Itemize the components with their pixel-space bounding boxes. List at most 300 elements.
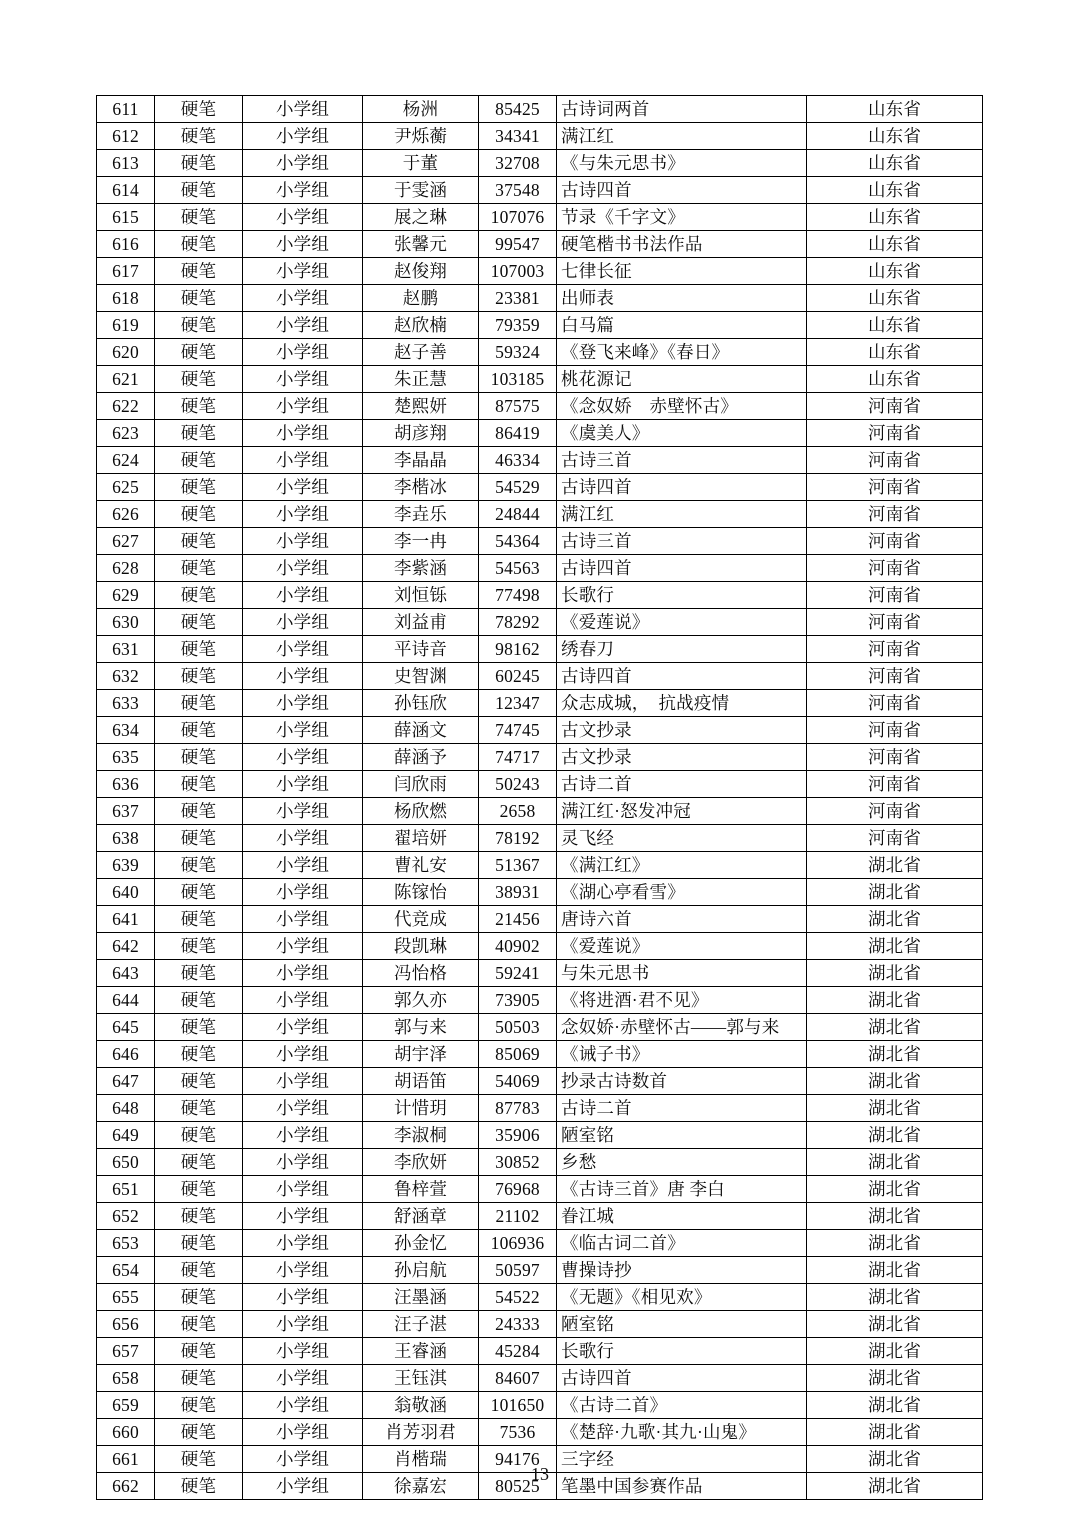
- cell-group: 小学组: [243, 339, 363, 366]
- cell-province: 湖北省: [807, 1473, 983, 1500]
- cell-group: 小学组: [243, 474, 363, 501]
- cell-category: 硬笔: [155, 663, 243, 690]
- cell-number: 85069: [479, 1041, 557, 1068]
- cell-sequence: 611: [97, 96, 155, 123]
- cell-work: 《无题》《相见欢》: [557, 1284, 807, 1311]
- cell-category: 硬笔: [155, 528, 243, 555]
- cell-province: 山东省: [807, 285, 983, 312]
- table-row: [97, 1257, 983, 1284]
- table-row: [97, 1122, 983, 1149]
- cell-sequence: 613: [97, 150, 155, 177]
- cell-province: 河南省: [807, 447, 983, 474]
- cell-work: 古诗词两首: [557, 96, 807, 123]
- cell-category: 硬笔: [155, 960, 243, 987]
- cell-name: 陈镓怡: [363, 879, 479, 906]
- cell-name: 胡宇泽: [363, 1041, 479, 1068]
- cell-name: 段凯琳: [363, 933, 479, 960]
- table-row: [97, 960, 983, 987]
- cell-name: 孙金忆: [363, 1230, 479, 1257]
- cell-group: 小学组: [243, 231, 363, 258]
- cell-name: 赵俊翔: [363, 258, 479, 285]
- cell-sequence: 635: [97, 744, 155, 771]
- cell-name: 计惜玥: [363, 1095, 479, 1122]
- cell-province: 山东省: [807, 231, 983, 258]
- cell-name: 赵子善: [363, 339, 479, 366]
- cell-group: 小学组: [243, 96, 363, 123]
- table-row: [97, 420, 983, 447]
- cell-work: 桃花源记: [557, 366, 807, 393]
- cell-number: 79359: [479, 312, 557, 339]
- cell-sequence: 655: [97, 1284, 155, 1311]
- cell-group: 小学组: [243, 933, 363, 960]
- cell-category: 硬笔: [155, 555, 243, 582]
- cell-name: 王睿涵: [363, 1338, 479, 1365]
- cell-category: 硬笔: [155, 1014, 243, 1041]
- cell-group: 小学组: [243, 123, 363, 150]
- cell-work: 《登飞来峰》《春日》: [557, 339, 807, 366]
- cell-category: 硬笔: [155, 285, 243, 312]
- cell-province: 湖北省: [807, 1392, 983, 1419]
- cell-province: 河南省: [807, 420, 983, 447]
- cell-sequence: 657: [97, 1338, 155, 1365]
- cell-work: 《古诗二首》: [557, 1392, 807, 1419]
- cell-name: 胡语笛: [363, 1068, 479, 1095]
- cell-work: 抄录古诗数首: [557, 1068, 807, 1095]
- cell-number: 103185: [479, 366, 557, 393]
- cell-category: 硬笔: [155, 798, 243, 825]
- table-row: [97, 582, 983, 609]
- cell-category: 硬笔: [155, 744, 243, 771]
- cell-province: 山东省: [807, 204, 983, 231]
- cell-group: 小学组: [243, 1122, 363, 1149]
- cell-group: 小学组: [243, 285, 363, 312]
- cell-number: 24844: [479, 501, 557, 528]
- cell-category: 硬笔: [155, 204, 243, 231]
- cell-group: 小学组: [243, 1311, 363, 1338]
- cell-number: 94176: [479, 1446, 557, 1473]
- cell-category: 硬笔: [155, 1338, 243, 1365]
- cell-category: 硬笔: [155, 1257, 243, 1284]
- cell-number: 107003: [479, 258, 557, 285]
- cell-name: 刘恒铄: [363, 582, 479, 609]
- cell-work: 陋室铭: [557, 1122, 807, 1149]
- cell-name: 朱正慧: [363, 366, 479, 393]
- cell-category: 硬笔: [155, 690, 243, 717]
- cell-name: 翟培妍: [363, 825, 479, 852]
- cell-province: 湖北省: [807, 960, 983, 987]
- cell-group: 小学组: [243, 717, 363, 744]
- cell-number: 106936: [479, 1230, 557, 1257]
- table-row: [97, 312, 983, 339]
- table-row: [97, 744, 983, 771]
- roster-table-body: [97, 96, 983, 1500]
- cell-work: 节录《千字文》: [557, 204, 807, 231]
- cell-province: 湖北省: [807, 906, 983, 933]
- cell-sequence: 646: [97, 1041, 155, 1068]
- cell-group: 小学组: [243, 987, 363, 1014]
- cell-work: 长歌行: [557, 582, 807, 609]
- cell-category: 硬笔: [155, 1095, 243, 1122]
- cell-work: 满江红: [557, 123, 807, 150]
- cell-province: 湖北省: [807, 1203, 983, 1230]
- cell-province: 河南省: [807, 663, 983, 690]
- cell-category: 硬笔: [155, 771, 243, 798]
- cell-province: 河南省: [807, 393, 983, 420]
- cell-number: 51367: [479, 852, 557, 879]
- cell-category: 硬笔: [155, 852, 243, 879]
- cell-group: 小学组: [243, 582, 363, 609]
- cell-work: 陋室铭: [557, 1311, 807, 1338]
- cell-sequence: 622: [97, 393, 155, 420]
- table-row: [97, 690, 983, 717]
- cell-category: 硬笔: [155, 1176, 243, 1203]
- cell-name: 李紫涵: [363, 555, 479, 582]
- cell-number: 54364: [479, 528, 557, 555]
- cell-name: 李淑桐: [363, 1122, 479, 1149]
- cell-sequence: 630: [97, 609, 155, 636]
- cell-sequence: 633: [97, 690, 155, 717]
- cell-work: 硬笔楷书书法作品: [557, 231, 807, 258]
- cell-sequence: 656: [97, 1311, 155, 1338]
- cell-work: 眷江城: [557, 1203, 807, 1230]
- cell-group: 小学组: [243, 852, 363, 879]
- cell-work: 《虞美人》: [557, 420, 807, 447]
- cell-sequence: 619: [97, 312, 155, 339]
- cell-province: 湖北省: [807, 1041, 983, 1068]
- cell-group: 小学组: [243, 663, 363, 690]
- cell-sequence: 660: [97, 1419, 155, 1446]
- cell-work: 乡愁: [557, 1149, 807, 1176]
- cell-work: 古诗二首: [557, 771, 807, 798]
- cell-name: 杨洲: [363, 96, 479, 123]
- cell-category: 硬笔: [155, 717, 243, 744]
- cell-number: 59324: [479, 339, 557, 366]
- cell-sequence: 629: [97, 582, 155, 609]
- cell-name: 李晶晶: [363, 447, 479, 474]
- cell-name: 郭与来: [363, 1014, 479, 1041]
- table-row: [97, 798, 983, 825]
- table-row: [97, 1338, 983, 1365]
- cell-name: 李楷冰: [363, 474, 479, 501]
- table-row: [97, 366, 983, 393]
- cell-province: 河南省: [807, 798, 983, 825]
- cell-work: 古诗四首: [557, 1365, 807, 1392]
- cell-number: 54563: [479, 555, 557, 582]
- cell-sequence: 636: [97, 771, 155, 798]
- table-row: [97, 1095, 983, 1122]
- table-row: [97, 231, 983, 258]
- cell-number: 54069: [479, 1068, 557, 1095]
- cell-category: 硬笔: [155, 501, 243, 528]
- cell-name: 翁敬涵: [363, 1392, 479, 1419]
- cell-group: 小学组: [243, 528, 363, 555]
- cell-province: 湖北省: [807, 1419, 983, 1446]
- cell-name: 刘益甫: [363, 609, 479, 636]
- cell-sequence: 616: [97, 231, 155, 258]
- cell-number: 45284: [479, 1338, 557, 1365]
- table-row: [97, 906, 983, 933]
- table-row: [97, 1203, 983, 1230]
- cell-group: 小学组: [243, 690, 363, 717]
- cell-sequence: 648: [97, 1095, 155, 1122]
- cell-category: 硬笔: [155, 1392, 243, 1419]
- cell-name: 楚熙妍: [363, 393, 479, 420]
- table-row: [97, 150, 983, 177]
- cell-name: 郭久亦: [363, 987, 479, 1014]
- cell-sequence: 638: [97, 825, 155, 852]
- cell-group: 小学组: [243, 258, 363, 285]
- cell-sequence: 650: [97, 1149, 155, 1176]
- cell-province: 湖北省: [807, 987, 983, 1014]
- cell-sequence: 658: [97, 1365, 155, 1392]
- cell-group: 小学组: [243, 906, 363, 933]
- cell-province: 湖北省: [807, 1365, 983, 1392]
- cell-number: 87575: [479, 393, 557, 420]
- cell-name: 胡彦翔: [363, 420, 479, 447]
- table-row: [97, 177, 983, 204]
- cell-work: 《楚辞·九歌·其九·山鬼》: [557, 1419, 807, 1446]
- table-row: [97, 879, 983, 906]
- cell-province: 山东省: [807, 96, 983, 123]
- cell-number: 12347: [479, 690, 557, 717]
- cell-work: 笔墨中国参赛作品: [557, 1473, 807, 1500]
- cell-name: 于雯涵: [363, 177, 479, 204]
- cell-province: 河南省: [807, 636, 983, 663]
- cell-category: 硬笔: [155, 1284, 243, 1311]
- table-row: [97, 1365, 983, 1392]
- cell-name: 平诗音: [363, 636, 479, 663]
- cell-name: 赵欣楠: [363, 312, 479, 339]
- table-row: [97, 555, 983, 582]
- cell-work: 七律长征: [557, 258, 807, 285]
- cell-work: 《将进酒·君不见》: [557, 987, 807, 1014]
- cell-number: 7536: [479, 1419, 557, 1446]
- cell-work: 三字经: [557, 1446, 807, 1473]
- cell-group: 小学组: [243, 1446, 363, 1473]
- cell-number: 98162: [479, 636, 557, 663]
- cell-category: 硬笔: [155, 906, 243, 933]
- cell-province: 河南省: [807, 582, 983, 609]
- cell-name: 肖楷瑞: [363, 1446, 479, 1473]
- table-row: [97, 1041, 983, 1068]
- cell-work: 《爱莲说》: [557, 609, 807, 636]
- cell-category: 硬笔: [155, 96, 243, 123]
- cell-number: 54522: [479, 1284, 557, 1311]
- cell-sequence: 617: [97, 258, 155, 285]
- cell-name: 曹礼安: [363, 852, 479, 879]
- cell-province: 湖北省: [807, 1122, 983, 1149]
- cell-province: 河南省: [807, 474, 983, 501]
- cell-group: 小学组: [243, 825, 363, 852]
- cell-group: 小学组: [243, 798, 363, 825]
- cell-group: 小学组: [243, 366, 363, 393]
- cell-work: 《爱莲说》: [557, 933, 807, 960]
- cell-group: 小学组: [243, 636, 363, 663]
- cell-category: 硬笔: [155, 258, 243, 285]
- cell-category: 硬笔: [155, 933, 243, 960]
- cell-sequence: 623: [97, 420, 155, 447]
- cell-group: 小学组: [243, 1149, 363, 1176]
- table-row: [97, 1176, 983, 1203]
- cell-number: 30852: [479, 1149, 557, 1176]
- cell-sequence: 645: [97, 1014, 155, 1041]
- table-row: [97, 771, 983, 798]
- cell-name: 李垚乐: [363, 501, 479, 528]
- cell-sequence: 647: [97, 1068, 155, 1095]
- cell-number: 74717: [479, 744, 557, 771]
- cell-work: 白马篇: [557, 312, 807, 339]
- cell-work: 《念奴娇 赤壁怀古》: [557, 393, 807, 420]
- cell-number: 34341: [479, 123, 557, 150]
- cell-category: 硬笔: [155, 1419, 243, 1446]
- cell-category: 硬笔: [155, 123, 243, 150]
- cell-name: 肖芳羽君: [363, 1419, 479, 1446]
- cell-province: 河南省: [807, 555, 983, 582]
- cell-name: 孙钰欣: [363, 690, 479, 717]
- cell-work: 古诗三首: [557, 528, 807, 555]
- cell-category: 硬笔: [155, 339, 243, 366]
- cell-name: 徐嘉宏: [363, 1473, 479, 1500]
- cell-number: 32708: [479, 150, 557, 177]
- cell-number: 107076: [479, 204, 557, 231]
- cell-category: 硬笔: [155, 1473, 243, 1500]
- cell-group: 小学组: [243, 312, 363, 339]
- table-row: [97, 339, 983, 366]
- cell-name: 王钰淇: [363, 1365, 479, 1392]
- cell-category: 硬笔: [155, 177, 243, 204]
- table-row: [97, 663, 983, 690]
- cell-number: 21456: [479, 906, 557, 933]
- table-row: [97, 1230, 983, 1257]
- cell-category: 硬笔: [155, 1122, 243, 1149]
- table-row: [97, 717, 983, 744]
- cell-province: 湖北省: [807, 1149, 983, 1176]
- cell-number: 78292: [479, 609, 557, 636]
- cell-category: 硬笔: [155, 1068, 243, 1095]
- cell-sequence: 637: [97, 798, 155, 825]
- cell-name: 李一冉: [363, 528, 479, 555]
- cell-work: 《诫子书》: [557, 1041, 807, 1068]
- cell-group: 小学组: [243, 204, 363, 231]
- cell-work: 古诗四首: [557, 555, 807, 582]
- cell-category: 硬笔: [155, 231, 243, 258]
- cell-group: 小学组: [243, 744, 363, 771]
- cell-number: 37548: [479, 177, 557, 204]
- cell-name: 尹烁蘅: [363, 123, 479, 150]
- cell-work: 唐诗六首: [557, 906, 807, 933]
- cell-sequence: 649: [97, 1122, 155, 1149]
- cell-province: 湖北省: [807, 1257, 983, 1284]
- table-row: [97, 474, 983, 501]
- cell-sequence: 640: [97, 879, 155, 906]
- cell-name: 代竞成: [363, 906, 479, 933]
- cell-name: 李欣妍: [363, 1149, 479, 1176]
- cell-category: 硬笔: [155, 1041, 243, 1068]
- cell-number: 77498: [479, 582, 557, 609]
- cell-name: 张馨元: [363, 231, 479, 258]
- cell-work: 古诗四首: [557, 177, 807, 204]
- cell-province: 山东省: [807, 123, 983, 150]
- cell-category: 硬笔: [155, 1230, 243, 1257]
- cell-sequence: 624: [97, 447, 155, 474]
- cell-group: 小学组: [243, 1338, 363, 1365]
- cell-work: 满江红·怒发冲冠: [557, 798, 807, 825]
- cell-category: 硬笔: [155, 447, 243, 474]
- cell-category: 硬笔: [155, 636, 243, 663]
- cell-group: 小学组: [243, 1068, 363, 1095]
- cell-group: 小学组: [243, 609, 363, 636]
- cell-number: 24333: [479, 1311, 557, 1338]
- cell-province: 河南省: [807, 717, 983, 744]
- cell-sequence: 659: [97, 1392, 155, 1419]
- cell-province: 河南省: [807, 744, 983, 771]
- cell-sequence: 627: [97, 528, 155, 555]
- cell-group: 小学组: [243, 1014, 363, 1041]
- cell-province: 湖北省: [807, 1230, 983, 1257]
- cell-province: 湖北省: [807, 879, 983, 906]
- cell-name: 冯怡格: [363, 960, 479, 987]
- cell-province: 河南省: [807, 825, 983, 852]
- cell-name: 赵鹏: [363, 285, 479, 312]
- cell-work: 古诗四首: [557, 663, 807, 690]
- table-row: [97, 285, 983, 312]
- cell-sequence: 631: [97, 636, 155, 663]
- cell-work: 《与朱元思书》: [557, 150, 807, 177]
- cell-name: 薛涵予: [363, 744, 479, 771]
- cell-name: 史智渊: [363, 663, 479, 690]
- cell-sequence: 643: [97, 960, 155, 987]
- cell-sequence: 653: [97, 1230, 155, 1257]
- cell-province: 河南省: [807, 528, 983, 555]
- cell-category: 硬笔: [155, 987, 243, 1014]
- cell-group: 小学组: [243, 1392, 363, 1419]
- cell-province: 山东省: [807, 339, 983, 366]
- cell-name: 展之琳: [363, 204, 479, 231]
- table-row: [97, 123, 983, 150]
- cell-category: 硬笔: [155, 582, 243, 609]
- cell-province: 湖北省: [807, 1014, 983, 1041]
- cell-category: 硬笔: [155, 1446, 243, 1473]
- cell-name: 于董: [363, 150, 479, 177]
- cell-number: 23381: [479, 285, 557, 312]
- cell-category: 硬笔: [155, 1365, 243, 1392]
- cell-group: 小学组: [243, 879, 363, 906]
- cell-work: 《古诗三首》唐 李白: [557, 1176, 807, 1203]
- cell-group: 小学组: [243, 393, 363, 420]
- cell-name: 汪墨涵: [363, 1284, 479, 1311]
- cell-work: 古文抄录: [557, 717, 807, 744]
- cell-work: 灵飞经: [557, 825, 807, 852]
- cell-number: 86419: [479, 420, 557, 447]
- table-row: [97, 609, 983, 636]
- table-row: [97, 528, 983, 555]
- cell-number: 85425: [479, 96, 557, 123]
- cell-category: 硬笔: [155, 1311, 243, 1338]
- cell-group: 小学组: [243, 1257, 363, 1284]
- cell-sequence: 632: [97, 663, 155, 690]
- cell-sequence: 612: [97, 123, 155, 150]
- cell-category: 硬笔: [155, 393, 243, 420]
- cell-work: 与朱元思书: [557, 960, 807, 987]
- roster-table-container: [96, 95, 982, 1500]
- cell-sequence: 628: [97, 555, 155, 582]
- cell-group: 小学组: [243, 555, 363, 582]
- cell-number: 87783: [479, 1095, 557, 1122]
- cell-number: 50597: [479, 1257, 557, 1284]
- cell-group: 小学组: [243, 420, 363, 447]
- cell-province: 湖北省: [807, 933, 983, 960]
- cell-name: 孙启航: [363, 1257, 479, 1284]
